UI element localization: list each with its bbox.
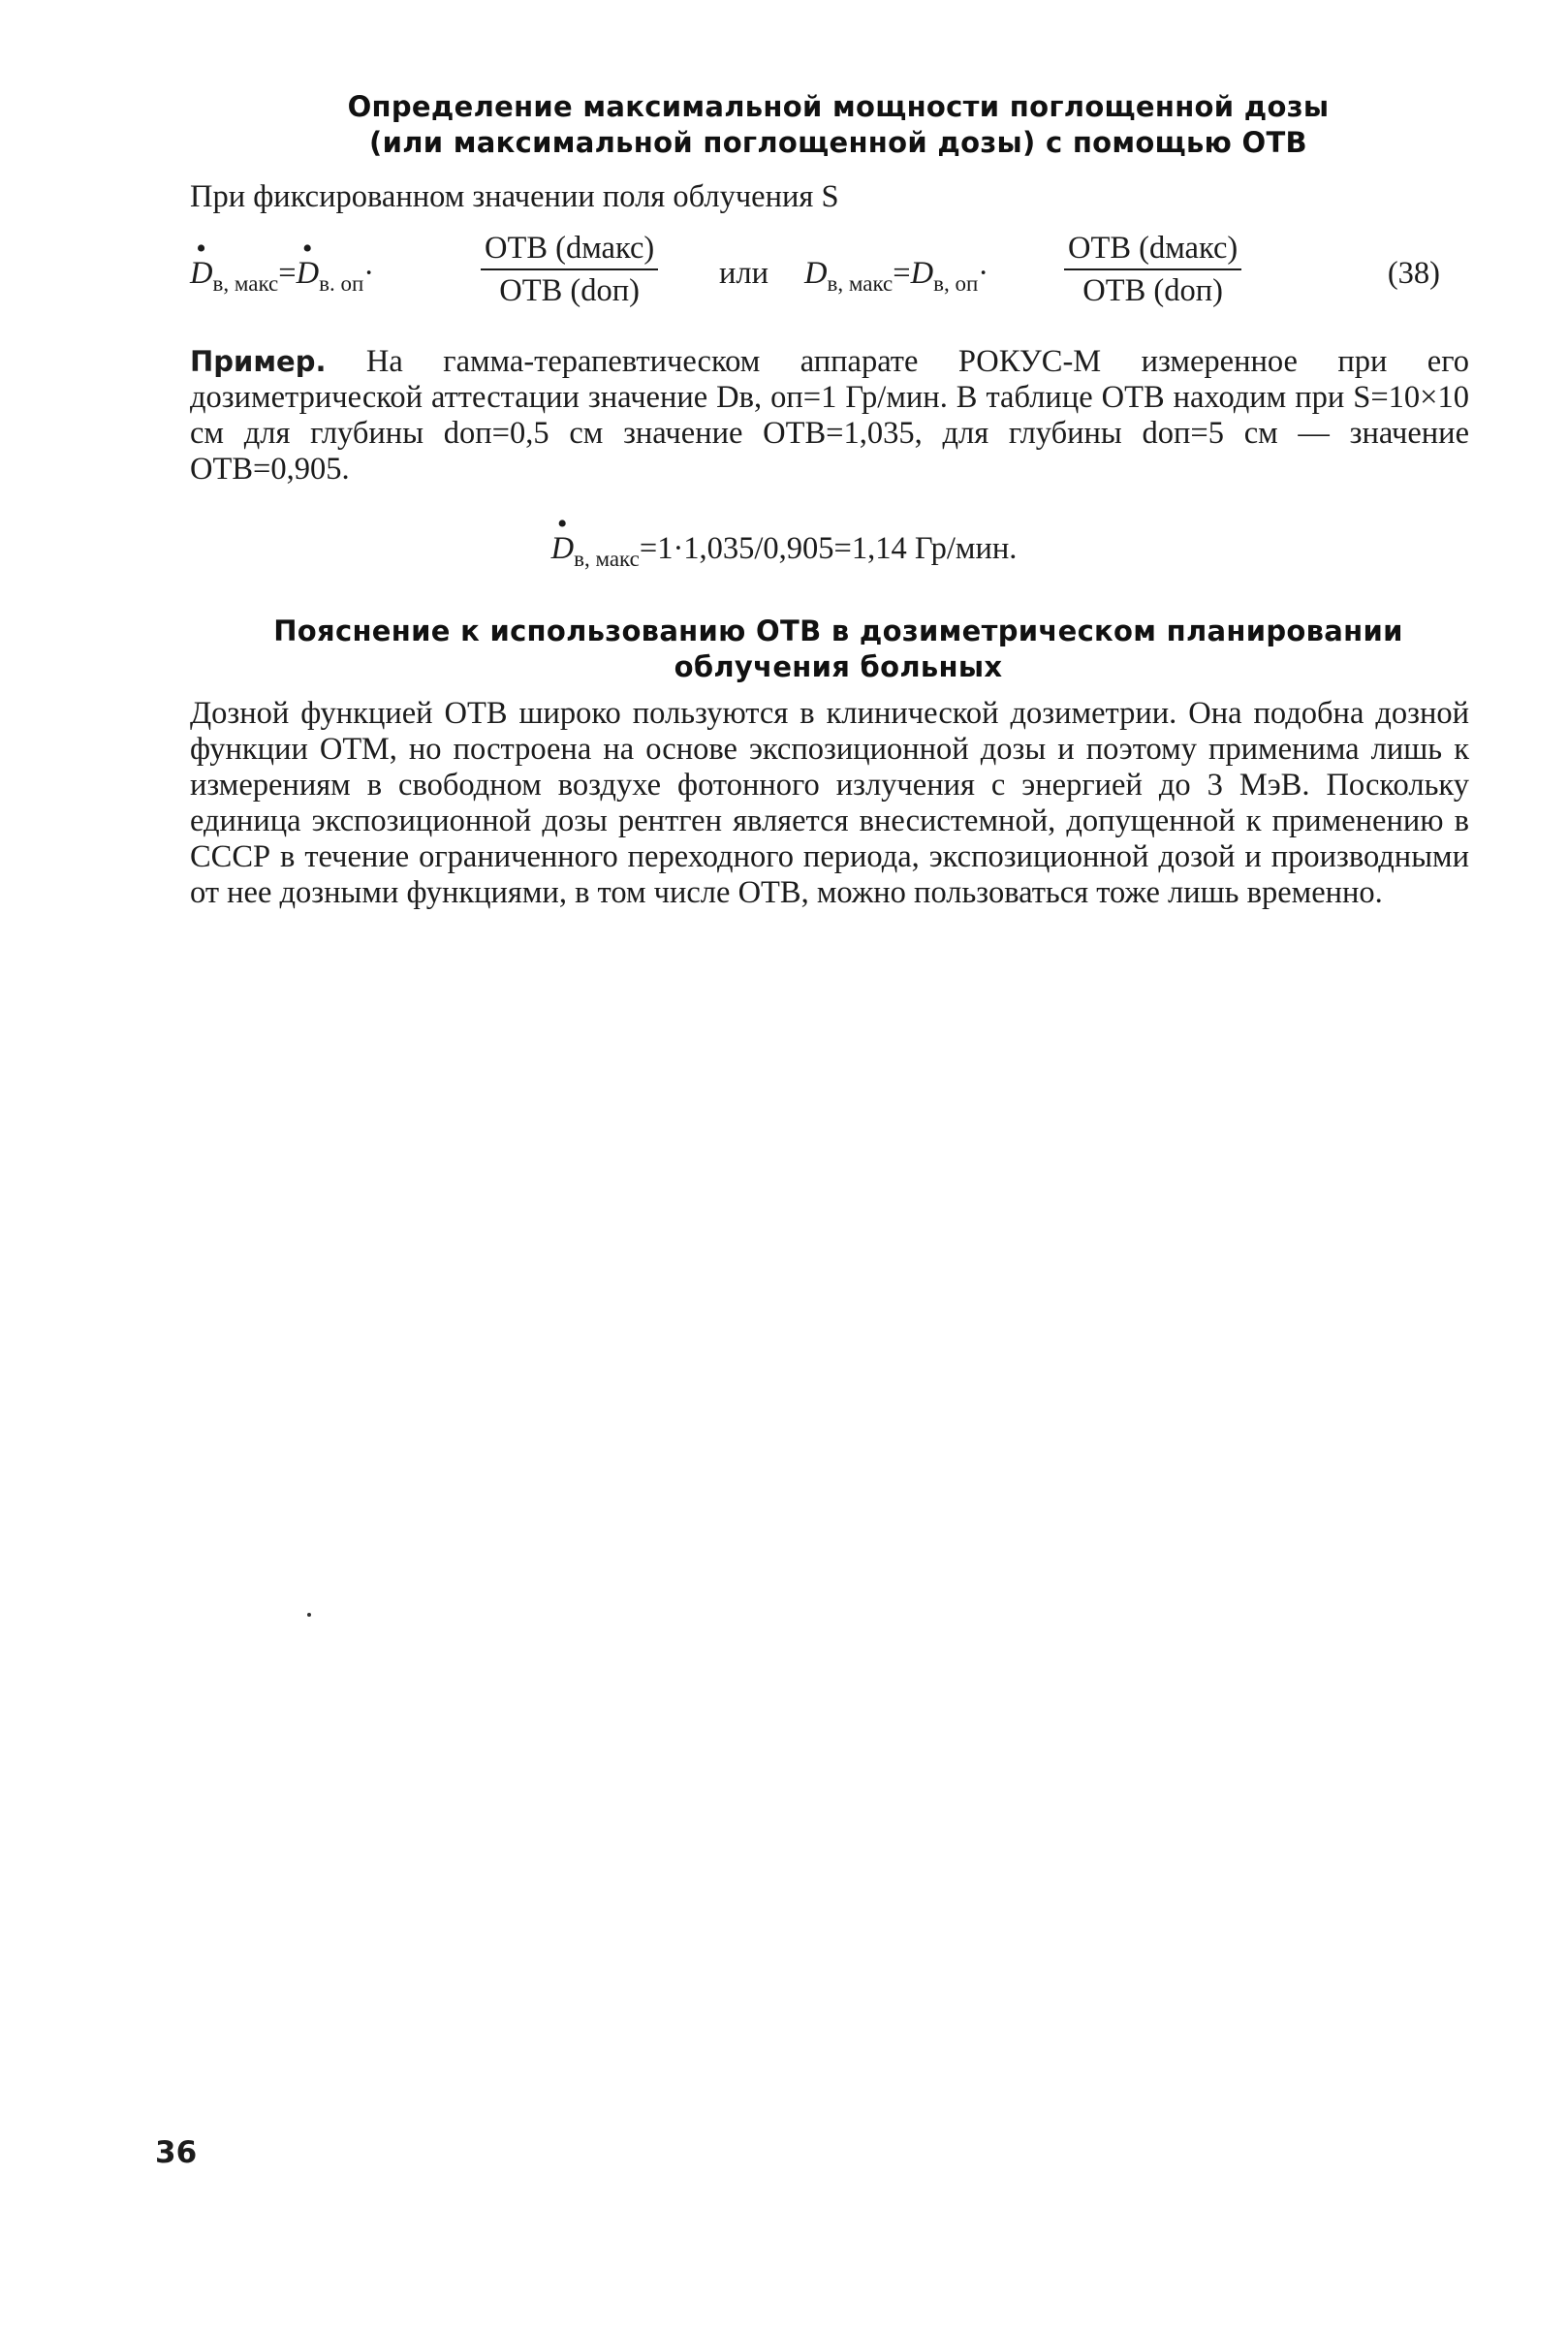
- fraction-1-denominator: ОТВ (dоп): [499, 273, 640, 308]
- explanation-paragraph: Дозной функцией ОТВ широко пользуются в клинической дозиметрии. Она подобна дозной функции ОТМ, но построена на основе экспозиционной дозы и поэтому применима лишь к измерениям в свободном воздухе фотонного излучения с энергией до 3 МэВ. Поскольку единица экспозиционной дозы рентген является внесистемной, допущенной к применению в СССР в течение ограниченного переходного периода, экспозиционной дозой и производными от нее дозными функциями, в том числе ОТВ, можно пользоваться тоже лишь временно.: [190, 696, 1469, 910]
- intro-line: [190, 179, 1469, 215]
- heading-1-line-2: (или максимальной поглощенной дозы) с помощью ОТВ: [369, 126, 1307, 159]
- result-var: • D: [550, 508, 575, 566]
- formula-mult: ·: [363, 256, 375, 291]
- section-heading-1: [194, 89, 1483, 161]
- formula-rhs-var: • D: [296, 233, 320, 291]
- heading-1-line-1: Определение максимальной мощности поглощенной дозы: [347, 90, 1330, 123]
- formula-eq-2: =: [893, 256, 911, 291]
- scan-speck: [307, 1613, 311, 1617]
- formula-mult-2: ·: [978, 256, 989, 291]
- page-number: 36: [155, 2135, 198, 2170]
- fraction-2-numerator: ОТВ (dмакс): [1064, 231, 1241, 270]
- heading-2-line-1: Пояснение к использованию ОТВ в дозиметрическом планировании: [273, 615, 1403, 647]
- formula-lhs-var: • D: [190, 233, 213, 291]
- formula-fraction-2: [1064, 231, 1241, 309]
- example-result: [0, 508, 1568, 572]
- fraction-1-numerator: ОТВ (dмакс): [481, 231, 658, 270]
- formula-lhs: [190, 233, 375, 297]
- formula-lhs-sub: в, макс: [212, 271, 279, 296]
- example-paragraph: [190, 344, 1469, 488]
- formula-lhs2-sub: в, макс: [827, 271, 894, 296]
- result-sub: в, макс: [574, 547, 640, 571]
- formula-lhs-2: [804, 256, 988, 297]
- example-label: Пример.: [190, 345, 327, 378]
- result-text: =1·1,035/0,905=1,14 Гр/мин.: [639, 531, 1018, 566]
- formula-rhs-sub: в. оп: [319, 271, 364, 296]
- formula-rhs2-sub: в, оп: [933, 271, 979, 296]
- heading-2-line-2: облучения больных: [674, 650, 1003, 683]
- equation-number: (38): [1387, 256, 1440, 291]
- formula-or: или: [719, 256, 769, 291]
- formula-rhs2-var: D: [910, 256, 934, 291]
- formula-fraction-1: [481, 231, 658, 309]
- formula-38: [190, 231, 1469, 328]
- fraction-2-denominator: ОТВ (dоп): [1082, 273, 1223, 308]
- formula-eq: =: [278, 256, 297, 291]
- formula-lhs2-var: D: [804, 256, 828, 291]
- example-text: На гамма-терапевтическом аппарате РОКУС-М измеренное при его дозиметрической аттестации значение Dв, оп=1 Гр/мин. В таблице ОТВ находим при S=10×10 см для глубины dоп=0,5 см значение ОТВ=1,035, для глубины dоп=5 см — значение ОТВ=0,905.: [190, 344, 1469, 487]
- section-heading-2: [194, 614, 1483, 685]
- intro-text: При фиксированном значении поля облучения S: [190, 179, 839, 214]
